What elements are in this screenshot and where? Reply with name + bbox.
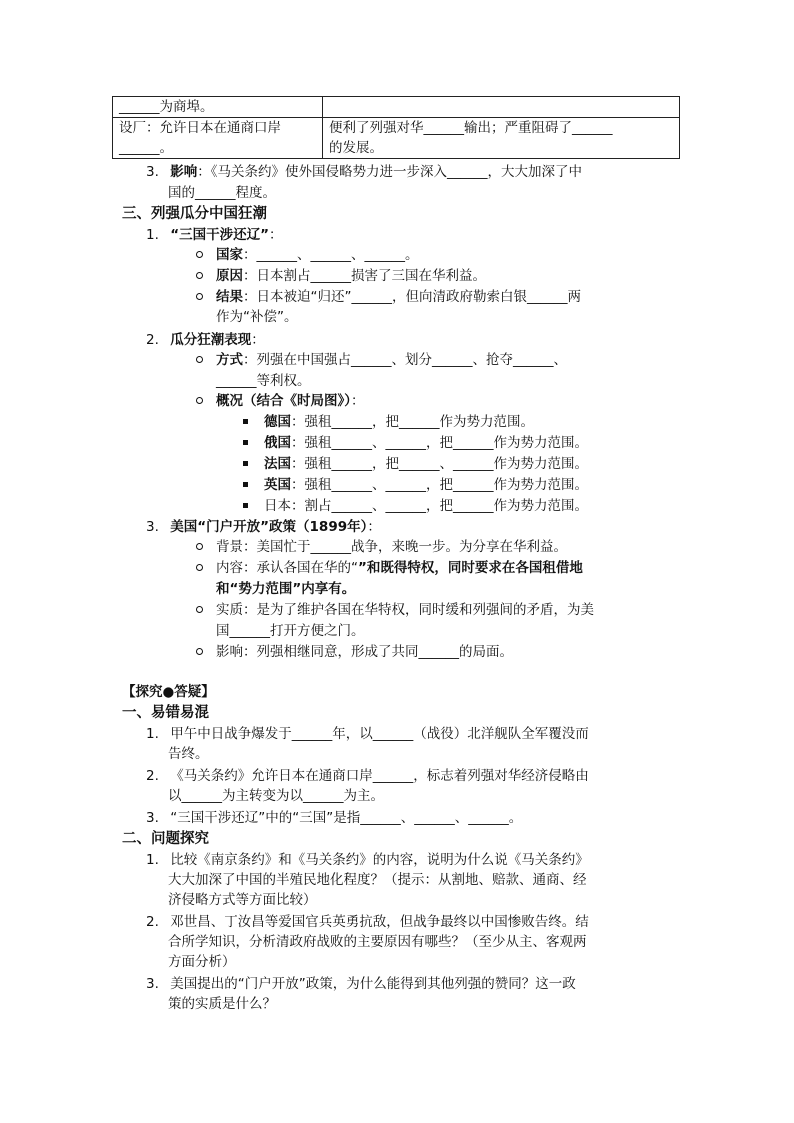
table-row [113,97,680,118]
question-text-continued: 方面分析） [168,954,236,970]
question-text-continued: 合所学知识，分析清政府战败的主要原因有哪些？（至少从主、客观两 [168,934,587,950]
cell-text: ______为商埠。 [119,99,214,115]
country-text: ：强租______，把______、______作为势力范围。 [291,456,588,472]
question-item [146,850,589,870]
item-colon: ： [367,519,381,535]
bullet-circle-icon [196,564,203,571]
bullet-circle-icon [196,397,203,404]
section-heading: 二、问题探究 [122,831,209,847]
cell-text: 的发展。 [329,140,383,156]
sub-item [216,642,513,662]
item-number: 1. [146,852,159,868]
country-label: 日本 [264,498,291,514]
sub-item-label: 影响 [216,644,243,660]
question-item [146,724,589,744]
question-text-continued: 策的实质是什么？ [168,996,276,1012]
sub-item-text: ：______、______、______。 [243,247,419,263]
country-item [264,412,534,432]
sub-item [216,537,567,557]
question-text: 邓世昌、丁汝昌等爱国官兵英勇抗敌，但战争最终以中国惨败告终。结 [170,914,589,930]
sub-item-label: 背景 [216,539,243,555]
table-row [113,118,680,159]
list-item [146,330,265,350]
sub-item [216,391,365,411]
sub-item [216,287,581,307]
question-item [146,912,589,932]
bullet-circle-icon [196,293,203,300]
sub-item-label: 方式 [216,352,243,368]
sub-item-colon: ： [351,393,365,409]
sub-item [216,558,583,578]
bullet-circle-icon [196,272,203,279]
country-label: 法国 [264,456,291,472]
item-number: 3. [146,976,159,992]
item-number: 3. [146,164,159,180]
item-number: 3. [146,810,159,826]
question-text: 《马关条约》允许日本在通商口岸______，标志着列强对华经济侵略由 [170,768,589,784]
section-heading: 一、易错易混 [122,705,209,721]
bullet-square-icon [243,440,248,445]
sub-item-text: ：日本割占______损害了三国在华利益。 [243,268,486,284]
bullet-square-icon [243,482,248,487]
bullet-square-icon [243,461,248,466]
list-item [146,162,582,182]
question-text-continued: 济侵略方式等方面比较） [168,892,317,908]
question-item [146,974,576,994]
sub-item-text: ：列强在中国强占______、划分______、抢夺______、 [243,352,567,368]
bullet-circle-icon [196,543,203,550]
bullet-circle-icon [196,251,203,258]
question-text: 甲午中日战争爆发于______年，以______（战役）北洋舰队全军覆没而 [170,726,589,742]
question-text: 比较《南京条约》和《马关条约》的内容，说明为什么说《马关条约》 [170,852,589,868]
sub-item-text-continued: 国______打开方便之门。 [216,623,365,639]
item-number: 2. [146,332,159,348]
sub-item-label: 实质 [216,602,243,618]
list-item [146,517,381,537]
sub-item [216,350,567,370]
country-item [264,433,588,453]
explore-title: 【探究●答疑】 [122,684,215,700]
sub-item-label: 原因 [216,268,243,284]
country-item [264,496,588,516]
sub-item-text: ：承认各国在华的“ [243,560,358,576]
sub-item-text-continued: 作为“补偿”。 [216,309,298,325]
item-text-continued: 国的______程度。 [168,185,276,201]
sub-item-text: ：美国忙于______战争，来晚一步。为分享在华利益。 [243,539,567,555]
bullet-square-icon [243,419,248,424]
country-item [264,454,588,474]
sub-item-label: 内容 [216,560,243,576]
sub-item [216,266,486,286]
country-text: ：强租______，把______作为势力范围。 [291,414,534,430]
cell-text: ______。 [119,140,173,156]
country-label: 英国 [264,477,291,493]
country-text: ：强租______、______，把______作为势力范围。 [291,435,588,451]
question-text: “三国干涉还辽”中的“三国”是指______、______、______。 [170,810,523,826]
bullet-square-icon [243,503,248,508]
item-label: 影响 [170,164,198,180]
sub-item-label: 概况（结合《时局图》） [216,393,351,409]
list-item [146,225,283,245]
question-item [146,766,589,786]
treaty-table [112,96,680,159]
sub-item [216,245,419,265]
item-number: 2. [146,914,159,930]
sub-item-text: ：是为了维护各国在华特权，同时缓和列强间的矛盾，为美 [243,602,594,618]
country-label: 俄国 [264,435,291,451]
country-item [264,475,588,495]
section-heading: 三、列强瓜分中国狂潮 [122,206,267,222]
table-cell [113,118,323,159]
sub-item-text-continued: 和“势力范围”内享有。 [216,581,356,597]
item-title: 美国“门户开放”政策（1899年） [170,519,368,535]
bullet-circle-icon [196,356,203,363]
question-text-continued: 以______为主转变为以______为主。 [168,788,384,804]
question-item [146,808,522,828]
table-cell [323,97,680,118]
table-cell [113,97,323,118]
question-text-continued: 大大加深了中国的半殖民地化程度？（提示：从割地、赔款、通商、经 [168,872,587,888]
item-title: 瓜分狂潮表现 [170,332,252,348]
cell-text: 设厂：允许日本在通商口岸 [119,120,281,136]
table-cell [323,118,680,159]
sub-item-text-bold: ”和既得特权，同时要求在各国租借地 [358,560,583,576]
item-number: 2. [146,768,159,784]
question-text: 美国提出的“门户开放”政策，为什么能得到其他列强的赞同？这一政 [170,976,576,992]
item-title: “三国干涉还辽” [170,227,270,243]
item-number: 3. [146,519,159,535]
bullet-circle-icon [196,606,203,613]
cell-text: 便利了列强对华______输出；严重阻碍了______ [329,120,613,136]
item-text: ：《马关条约》使外国侵略势力进一步深入______，大大加深了中 [197,164,583,180]
sub-item-text-continued: ______等利权。 [216,373,311,389]
item-number: 1. [146,227,159,243]
sub-item [216,600,594,620]
sub-item-text: ：列强相继同意，形成了共同______的局面。 [243,644,513,660]
item-number: 1. [146,726,159,742]
item-colon: ： [251,332,265,348]
sub-item-label: 结果 [216,289,243,305]
question-text-continued: 告终。 [168,746,209,762]
country-text: ：强租______、______，把______作为势力范围。 [291,477,588,493]
item-colon: ： [269,227,283,243]
sub-item-text: ：日本被迫“归还”______，但向清政府勒索白银______两 [243,289,581,305]
sub-item-label: 国家 [216,247,243,263]
country-text: ：割占______、______，把______作为势力范围。 [291,498,588,514]
country-label: 德国 [264,414,291,430]
bullet-circle-icon [196,648,203,655]
